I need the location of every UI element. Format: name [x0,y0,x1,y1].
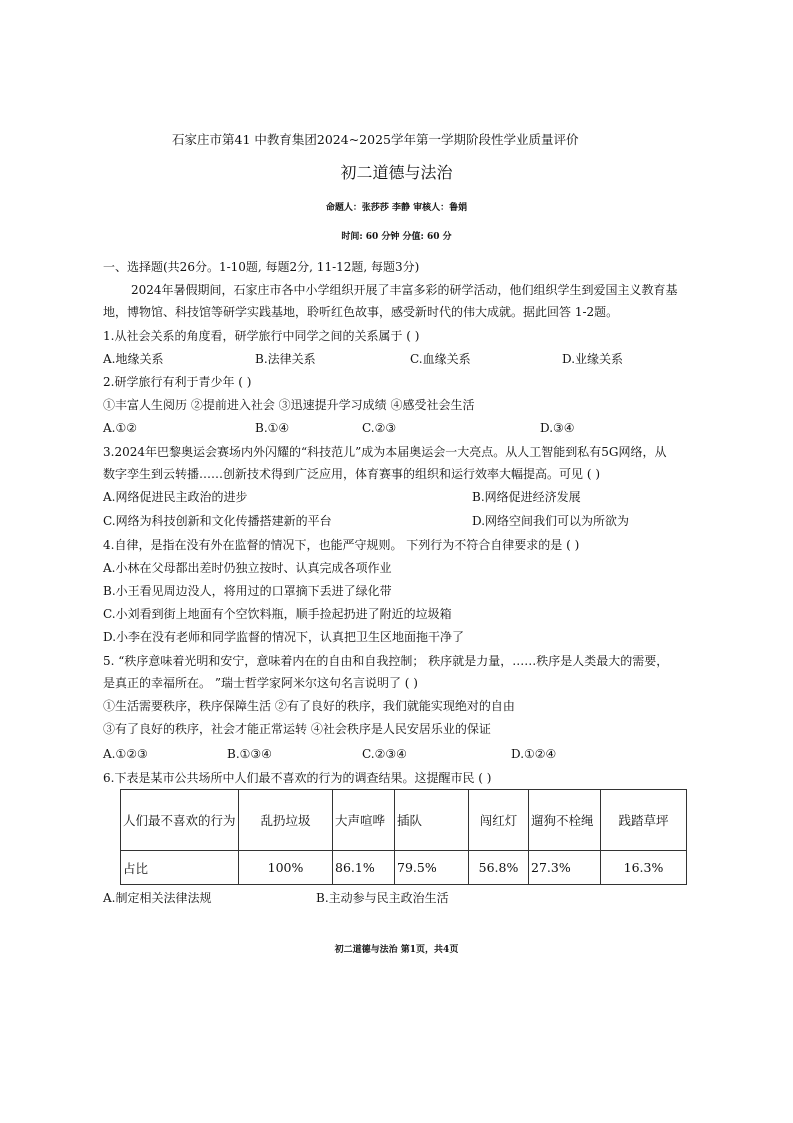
q6-option-a: A.制定相关法律法规 [103,891,212,905]
page-footer: 初二道德与法治 第1页，共4页 [334,945,459,955]
q4-option-d: D.小李在没有老师和同学监督的情况下，认真把卫生区地面拖干净了 [103,630,465,644]
q1-option-d: D.业缘关系 [562,352,624,366]
q5-stem-line-2: 是真正的幸福所在。 ”瑞士哲学家阿米尔这句名言说明了 ( ) [103,676,418,690]
table-cell: 79.5% [395,851,469,885]
q1-option-a: A.地缘关系 [103,352,164,366]
table-cell: 16.3% [601,851,687,885]
q3-option-c: C.网络为科技创新和文化传播搭建新的平台 [103,514,332,528]
q3-stem-line-1: 3.2024年巴黎奥运会赛场内外闪耀的“科技范儿”成为本届奥运会一大亮点。从人工智能到私有5G网络，从 [103,445,667,459]
q4-option-b: B.小王看见周边没人，将用过的口罩摘下丢进了绿化带 [103,584,392,598]
q2-statements: ①丰富人生阅历 ②提前进入社会 ③迅速提升学习成绩 ④感受社会生活 [103,398,475,412]
q3-option-a: A.网络促进民主政治的进步 [103,490,248,504]
q5-option-b: B.①③④ [227,747,272,761]
table-header-cell: 大声喧哗 [333,790,395,851]
q2-stem: 2.研学旅行有利于青少年 ( ) [103,375,252,389]
q1-option-c: C.血缘关系 [410,352,471,366]
table-header-cell: 践踏草坪 [601,790,687,851]
time-score-line: 时间: 60 分钟 分值: 60 分 [341,232,452,242]
q3-option-b: B.网络促进经济发展 [472,490,581,504]
q1-stem: 1.从社会关系的角度看，研学旅行中同学之间的关系属于 ( ) [103,329,420,343]
table-header-row [121,790,687,851]
q1-option-b: B.法律关系 [255,352,316,366]
table-cell: 27.3% [529,851,601,885]
q5-option-a: A.①②③ [103,747,148,761]
q5-statements-2: ③有了良好的秩序，社会才能正常运转 ④社会秩序是人民安居乐业的保证 [103,722,491,736]
school-exam-title: 石家庄市第41 中教育集团2024~2025学年第一学期阶段性学业质量评价 [172,132,579,147]
table-cell: 56.8% [469,851,529,885]
q4-option-a: A.小林在父母都出差时仍独立按时、认真完成各项作业 [103,561,392,575]
q5-statements-1: ①生活需要秩序，秩序保障生活 ②有了良好的秩序，我们就能实现绝对的自由 [103,699,515,713]
table-header-cell: 人们最不喜欢的行为 [121,790,239,851]
q6-option-b: B.主动参与民主政治生活 [316,891,449,905]
q2-option-c: C.②③ [362,421,397,435]
table-cell: 86.1% [333,851,395,885]
table-header-cell: 遛狗不栓绳 [529,790,601,851]
q5-option-d: D.①②④ [511,747,557,761]
intro-paragraph-line-1: 2024年暑假期间，石家庄市各中小学组织开展了丰富多彩的研学活动，他们组织学生到爱国主义教育基 [131,283,678,297]
q5-stem-line-1: 5. “秩序意味着光明和安宁，意味着内在的自由和自我控制； 秩序就是力量，……秩序是人类最大的需要， [103,654,669,668]
table-header-cell: 插队 [395,790,469,851]
q5-option-c: C.②③④ [362,747,407,761]
q4-option-c: C.小刘看到街上地面有个空饮料瓶，顺手捡起扔进了附近的垃圾箱 [103,607,452,621]
table-cell: 占比 [121,851,239,885]
q4-stem: 4.自律，是指在没有外在监督的情况下，也能严守规则。 下列行为不符合自律要求的是 ( ) [103,538,580,552]
q6-stem: 6.下表是某市公共场所中人们最不喜欢的行为的调查结果。这提醒市民 ( ) [103,771,492,785]
table-row [121,851,687,885]
section-heading: 一、选择题(共26分。1-10题, 每题2分, 11-12题, 每题3分) [103,260,420,274]
authors-line: 命题人：张莎莎 李静 审核人：鲁娟 [325,203,468,213]
table-header-cell: 乱扔垃圾 [239,790,333,851]
intro-paragraph-line-2: 地，博物馆、科技馆等研学实践基地，聆听红色故事，感受新时代的伟大成就。据此回答 1-2题。 [103,305,619,319]
subject-title: 初二道德与法治 [340,163,453,182]
q2-option-b: B.①④ [255,421,290,435]
q2-option-d: D.③④ [540,421,575,435]
table-cell: 100% [239,851,333,885]
survey-table [120,789,687,885]
table-header-cell: 闯红灯 [469,790,529,851]
q2-option-a: A.①② [103,421,137,435]
q3-option-d: D.网络空间我们可以为所欲为 [472,514,630,528]
q3-stem-line-2: 数字孪生到云转播……创新技术得到广泛应用，体育赛事的组织和运行效率大幅提高。可见 ( ) [103,467,600,481]
